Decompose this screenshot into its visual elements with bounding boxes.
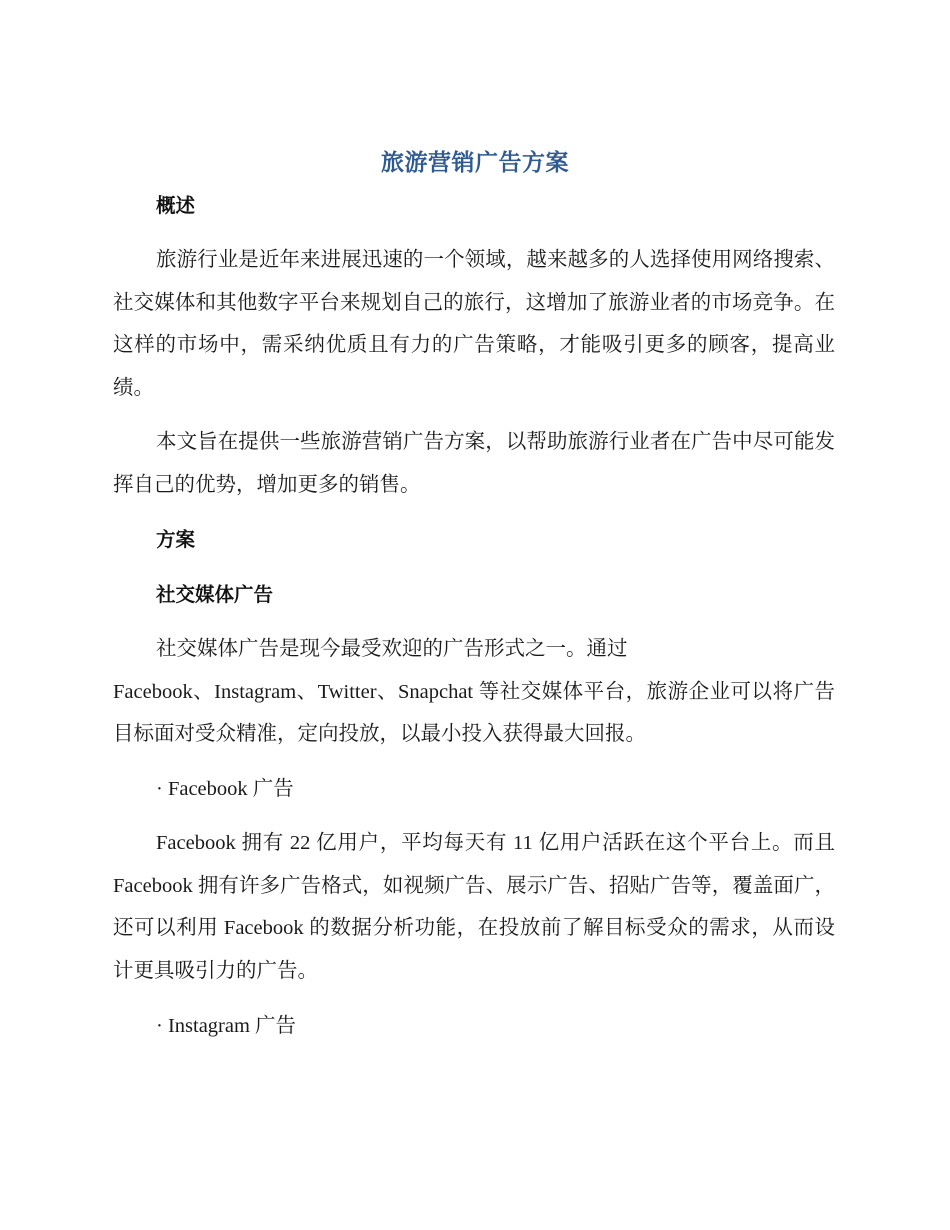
social-media-paragraph-rest: Facebook、Instagram、Twitter、Snapchat 等社交媒体平台，旅游企业可以将广告目标面对受众精准，定向投放，以最小投入获得最大回报。 (113, 680, 835, 745)
plan-heading: 方案 (156, 528, 196, 551)
overview-heading: 概述 (156, 194, 196, 217)
social-media-paragraph (113, 628, 835, 756)
overview-paragraph-2: 本文旨在提供一些旅游营销广告方案，以帮助旅游行业者在广告中尽可能发挥自己的优势，增加更多的销售。 (113, 431, 835, 496)
instagram-bullet: · Instagram 广告 (156, 1015, 297, 1037)
facebook-paragraph: Facebook 拥有 22 亿用户，平均每天有 11 亿用户活跃在这个平台上。而且 Facebook 拥有许多广告格式，如视频广告、展示广告、招贴广告等，覆盖面广，还可以利用 Facebook 的数据分析功能，在投放前了解目标受众的需求，从而设计更具吸引力的广告。 (113, 832, 835, 982)
document-title: 旅游营销广告方案 (381, 150, 569, 176)
social-media-paragraph-line1: 社交媒体广告是现今最受欢迎的广告形式之一。通过 (156, 638, 628, 660)
overview-paragraph-1: 旅游行业是近年来进展迅速的一个领域，越来越多的人选择使用网络搜索、社交媒体和其他数字平台来规划自己的旅行，这增加了旅游业者的市场竞争。在这样的市场中，需采纳优质且有力的广告策略，才能吸引更多的顾客，提高业绩。 (113, 249, 835, 399)
social-media-heading: 社交媒体广告 (156, 583, 274, 606)
facebook-bullet: · Facebook 广告 (156, 778, 294, 800)
